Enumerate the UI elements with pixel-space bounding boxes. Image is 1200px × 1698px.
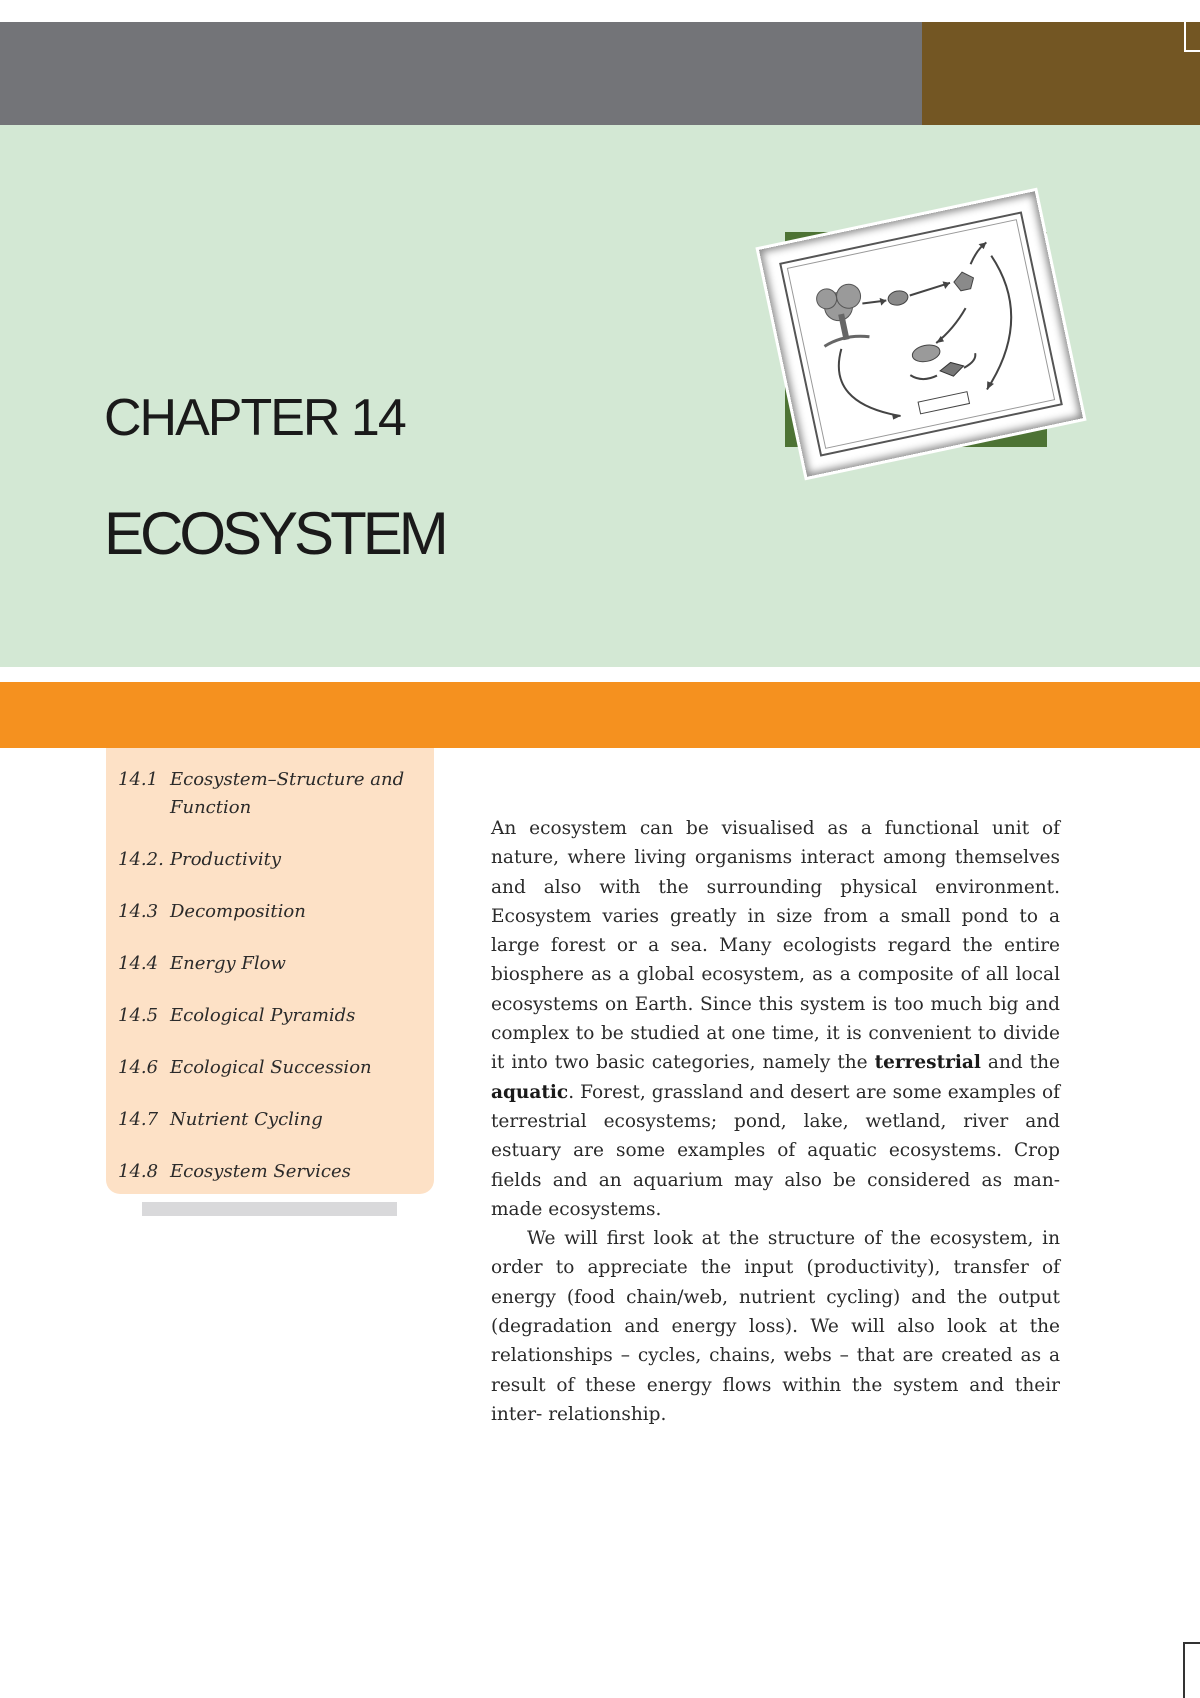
intro-text: An ecosystem can be visualised as a functional unit of nature, where living organisms interact among themselves and also with the surrounding physical environment. Ecosystem varies greatly in size from a small pond to a large forest or a sea. Many ecologists regard the entire biosphere as a global ecosystem, as a composite of all local ecosystems on Earth. Since this system is too much big and complex to be studied at one time, it is convenient to divide it into two basic categories, namely the (491, 818, 1060, 1074)
toc-item-ecological-succession[interactable] (118, 1054, 428, 1082)
toc-item-ecosystem-services[interactable] (118, 1158, 428, 1186)
chapter-label: CHAPTER 14 (104, 389, 405, 447)
toc-number: 14.3 (118, 901, 159, 922)
toc-number: 14.1 (118, 769, 159, 790)
intro-paragraph-1 (491, 814, 1060, 1224)
intro-paragraph-2: We will first look at the structure of the ecosystem, in order to appreciate the input (productivity), transfer of energy (food chain/web, nutrient cycling) and the output (degradation and energy loss). We will also look at the relationships – cycles, chains, webs – that are created as a result of these energy flows within the system and their inter- relationship. (491, 1228, 1060, 1425)
crop-mark-bottom (1183, 1642, 1200, 1698)
table-of-contents (118, 766, 428, 1210)
toc-title: Energy Flow (170, 953, 286, 974)
section-divider-band (0, 682, 1200, 748)
toc-item-energy-flow[interactable] (118, 950, 428, 978)
toc-title: Nutrient Cycling (170, 1109, 323, 1130)
contents-box-shadow (142, 1202, 397, 1216)
chapter-contents-box (106, 748, 434, 1194)
term-terrestrial: terrestrial (874, 1052, 981, 1074)
toc-title: Ecosystem Services (170, 1161, 351, 1182)
chapter-title: ECOSYSTEM (104, 500, 445, 567)
toc-item-productivity[interactable] (118, 846, 428, 874)
toc-item-ecological-pyramids[interactable] (118, 1002, 428, 1030)
toc-number: 14.7 (118, 1109, 159, 1130)
chapter-introduction (491, 814, 1060, 1429)
term-aquatic: aquatic (491, 1081, 569, 1103)
crop-mark-top (1184, 22, 1200, 52)
toc-item-nutrient-cycling[interactable] (118, 1106, 428, 1134)
toc-title: Ecosystem–Structure and Function (170, 769, 405, 818)
toc-number: 14.5 (118, 1005, 159, 1026)
toc-number: 14.2. (118, 849, 164, 870)
toc-title: Ecological Succession (170, 1057, 372, 1078)
toc-title: Decomposition (170, 901, 306, 922)
toc-item-ecosystem-structure[interactable] (118, 766, 428, 822)
toc-item-decomposition[interactable] (118, 898, 428, 926)
intro-text: . Forest, grassland and desert are some examples of terrestrial ecosystems; pond, lake, wetland, river and estuary are some examples of aquatic ecosystems. Crop fields and an aquarium may also be considered as man-made ecosystems. (491, 1081, 1060, 1220)
top-grey-bar (0, 22, 922, 125)
intro-text: and the (980, 1052, 1060, 1074)
toc-title: Productivity (170, 849, 282, 870)
toc-number: 14.4 (118, 953, 159, 974)
toc-number: 14.8 (118, 1161, 159, 1182)
toc-title: Ecological Pyramids (170, 1005, 356, 1026)
toc-number: 14.6 (118, 1057, 159, 1078)
top-brown-accent (922, 22, 1200, 125)
